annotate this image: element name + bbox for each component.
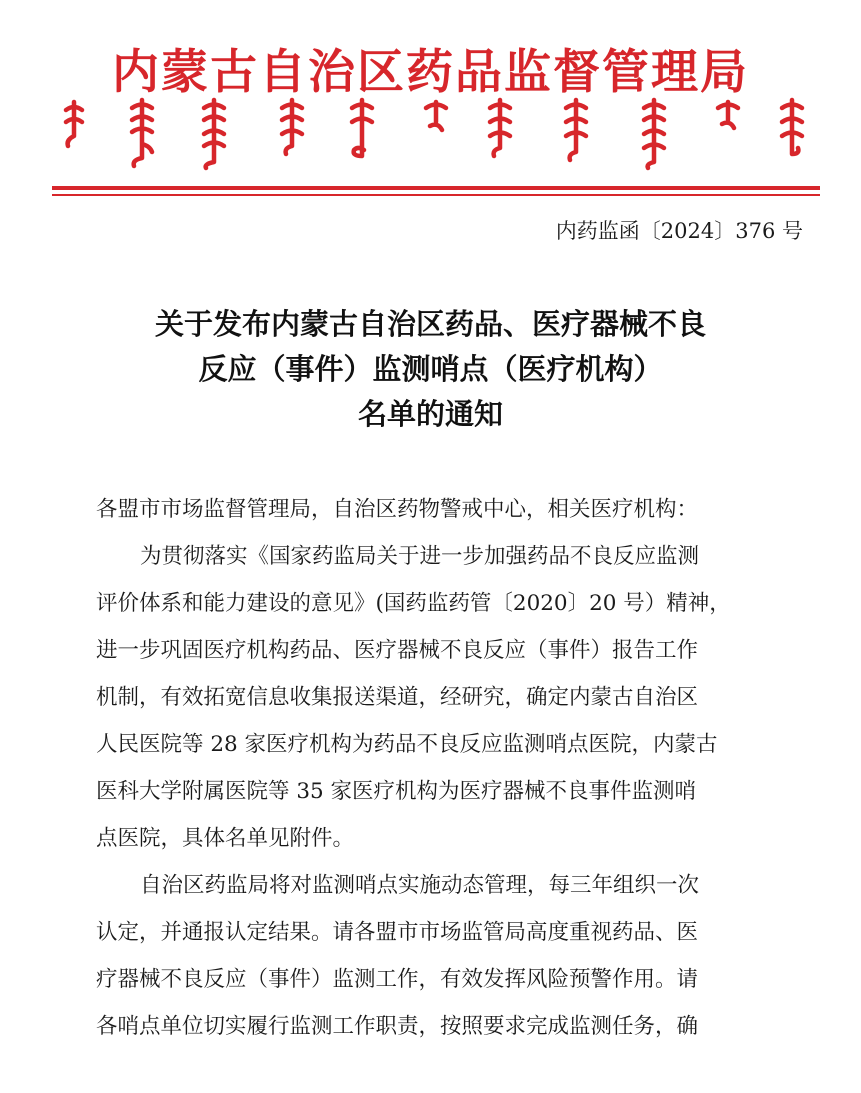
- body-line: 认定，并通报认定结果。请各盟市市场监管局高度重视药品、医: [96, 920, 699, 945]
- org-name-header: 内蒙古自治区药品监督管理局: [112, 45, 749, 100]
- document-title-line: 关于发布内蒙古自治区药品、医疗器械不良: [154, 307, 706, 341]
- body-line: 各哨点单位切实履行监测工作职责，按照要求完成监测任务，确: [96, 1014, 699, 1039]
- mongolian-script-org-name: [52, 96, 812, 172]
- body-line: 医科大学附属医院等 35 家医疗机构为医疗器械不良事件监测哨: [96, 779, 697, 804]
- document-body: [96, 486, 796, 1050]
- body-line: 进一步巩固医疗机构药品、医疗器械不良反应（事件）报告工作: [96, 638, 699, 663]
- body-line: 为贯彻落实《国家药监局关于进一步加强药品不良反应监测: [140, 544, 700, 569]
- salutation-line: 各盟市市场监督管理局，自治区药物警戒中心，相关医疗机构：: [96, 497, 699, 522]
- document-title-line: 名单的通知: [357, 397, 503, 431]
- body-line: 机制，有效拓宽信息收集报送渠道，经研究，确定内蒙古自治区: [96, 685, 699, 710]
- body-line: 评价体系和能力建设的意见》(国药监药管〔2020〕20 号）精神，: [96, 591, 731, 616]
- body-line: 人民医院等 28 家医疗机构为药品不良反应监测哨点医院，内蒙古: [96, 732, 718, 757]
- header-rule-thin: [52, 194, 820, 196]
- body-line: 自治区药监局将对监测哨点实施动态管理，每三年组织一次: [140, 873, 700, 898]
- body-line: 点医院，具体名单见附件。: [96, 826, 355, 851]
- mongolian-script-graphic: [52, 96, 812, 172]
- header-rule-thick: [52, 186, 820, 190]
- document-title: [40, 302, 821, 437]
- document-number: 内药监函〔2024〕376 号: [555, 219, 803, 243]
- document-title-line: 反应（事件）监测哨点（医疗机构）: [198, 352, 663, 386]
- body-line: 疗器械不良反应（事件）监测工作，有效发挥风险预警作用。请: [96, 967, 699, 992]
